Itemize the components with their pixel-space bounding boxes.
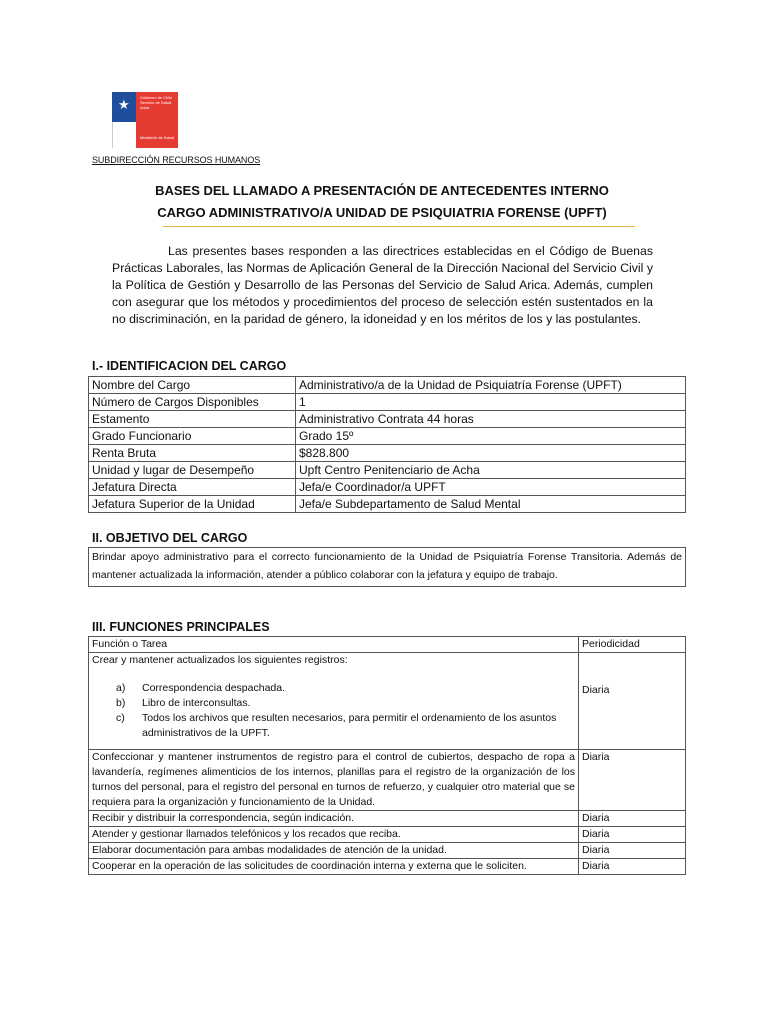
logo-white-field xyxy=(112,122,137,148)
list-item: b) Libro de interconsultas. xyxy=(116,697,251,709)
table-row xyxy=(89,428,686,445)
field-label: Jefatura Superior de la Unidad xyxy=(89,496,296,513)
field-label: Número de Cargos Disponibles xyxy=(89,394,296,411)
periodicidad-cell: Diaria xyxy=(579,859,686,875)
table-header-row xyxy=(89,637,686,653)
field-label: Renta Bruta xyxy=(89,445,296,462)
field-label: Unidad y lugar de Desempeño xyxy=(89,462,296,479)
field-value: Grado 15º xyxy=(296,428,686,445)
funcion-cell: Recibir y distribuir la correspondencia, según indicación. xyxy=(89,811,579,827)
logo-text-bottom: Ministerio de Salud xyxy=(140,135,175,140)
periodicidad-cell: Diaria xyxy=(579,811,686,827)
registros-list xyxy=(92,681,575,741)
document-title-line2: CARGO ADMINISTRATIVO/A UNIDAD DE PSIQUIATRIA FORENSE (UPFT) xyxy=(157,205,607,220)
field-value: $828.800 xyxy=(296,445,686,462)
section-funciones-heading: III. FUNCIONES PRINCIPALES xyxy=(92,620,270,634)
section-identificacion-heading: I.- IDENTIFICACION DEL CARGO xyxy=(92,359,287,373)
field-label: Jefatura Directa xyxy=(89,479,296,496)
table-row xyxy=(89,445,686,462)
field-label: Grado Funcionario xyxy=(89,428,296,445)
field-value: Administrativo/a de la Unidad de Psiquiatría Forense (UPFT) xyxy=(296,377,686,394)
table-row xyxy=(89,394,686,411)
table-row xyxy=(89,653,686,750)
logo-blue-field xyxy=(112,92,136,122)
field-value: 1 xyxy=(296,394,686,411)
identificacion-table xyxy=(88,376,686,513)
funcion-cell: Confeccionar y mantener instrumentos de registro para el control de cubiertos, despacho de ropa a lavandería, regímenes alimenticios de los internos, planillas para el registro de la organización de los turnos del personal, para el registro del personal en turnos de refuerzo, y cualquier otro material que se requiera para la organización y funcionamiento de la Unidad. xyxy=(89,750,579,811)
title-divider xyxy=(163,226,635,227)
field-value: Jefa/e Coordinador/a UPFT xyxy=(296,479,686,496)
field-label: Nombre del Cargo xyxy=(89,377,296,394)
table-row xyxy=(89,859,686,875)
field-label: Estamento xyxy=(89,411,296,428)
funcion-cell: Atender y gestionar llamados telefónicos y los recados que reciba. xyxy=(89,827,579,843)
column-header-periodicidad: Periodicidad xyxy=(579,637,686,653)
funcion-cell xyxy=(89,653,579,750)
intro-paragraph xyxy=(112,243,653,328)
column-header-funcion: Función o Tarea xyxy=(89,637,579,653)
periodicidad-cell: Diaria xyxy=(579,653,686,750)
objetivo-box: Brindar apoyo administrativo para el correcto funcionamiento de la Unidad de Psiquiatría Forense Transitoria. Además de mantener actualizada la información, atender a público colaborar con la jefatura y equipo de trabajo. xyxy=(88,547,686,587)
field-value: Administrativo Contrata 44 horas xyxy=(296,411,686,428)
periodicidad-cell: Diaria xyxy=(579,750,686,811)
section-objetivo-heading: II. OBJETIVO DEL CARGO xyxy=(92,531,248,545)
document-title-line1: BASES DEL LLAMADO A PRESENTACIÓN DE ANTECEDENTES INTERNO xyxy=(155,183,609,198)
funciones-table xyxy=(88,636,686,875)
table-row xyxy=(89,750,686,811)
table-row xyxy=(89,462,686,479)
table-row xyxy=(89,496,686,513)
star-icon: ★ xyxy=(118,97,130,112)
table-row xyxy=(89,827,686,843)
funcion-intro: Crear y mantener actualizados los siguientes registros: xyxy=(92,654,348,666)
field-value: Jefa/e Subdepartamento de Salud Mental xyxy=(296,496,686,513)
subdireccion-label: SUBDIRECCIÓN RECURSOS HUMANOS xyxy=(92,155,261,165)
table-row xyxy=(89,843,686,859)
list-item: a) Correspondencia despachada. xyxy=(116,682,286,694)
field-value: Upft Centro Penitenciario de Acha xyxy=(296,462,686,479)
logo-text-top: Gobierno de Chile Servicio de Salud Arica xyxy=(140,95,173,110)
gobierno-chile-logo xyxy=(112,92,178,148)
funcion-cell: Elaborar documentación para ambas modalidades de atención de la unidad. xyxy=(89,843,579,859)
table-row xyxy=(89,377,686,394)
periodicidad-cell: Diaria xyxy=(579,843,686,859)
table-row xyxy=(89,479,686,496)
list-item: c) Todos los archivos que resulten necesarios, para permitir el ordenamiento de los asuntos administrativos de la UPFT. xyxy=(116,712,557,739)
table-row xyxy=(89,411,686,428)
logo-red-field xyxy=(136,92,178,148)
funcion-cell: Cooperar en la operación de las solicitudes de coordinación interna y externa que le soliciten. xyxy=(89,859,579,875)
intro-text: Las presentes bases responden a las directrices establecidas en el Código de Buenas Prácticas Laborales, las Normas de Aplicación General de la Dirección Nacional del Servicio Civil y la Política de Gestión y Desarrollo de las Personas del Servicio de Salud Arica. Además, cumplen con asegurar que los métodos y procedimientos del proceso de selección estén sustentados en la no discriminación, en la paridad de género, la idoneidad y en los méritos de los y las postulantes. xyxy=(112,244,653,326)
periodicidad-cell: Diaria xyxy=(579,827,686,843)
table-row xyxy=(89,811,686,827)
